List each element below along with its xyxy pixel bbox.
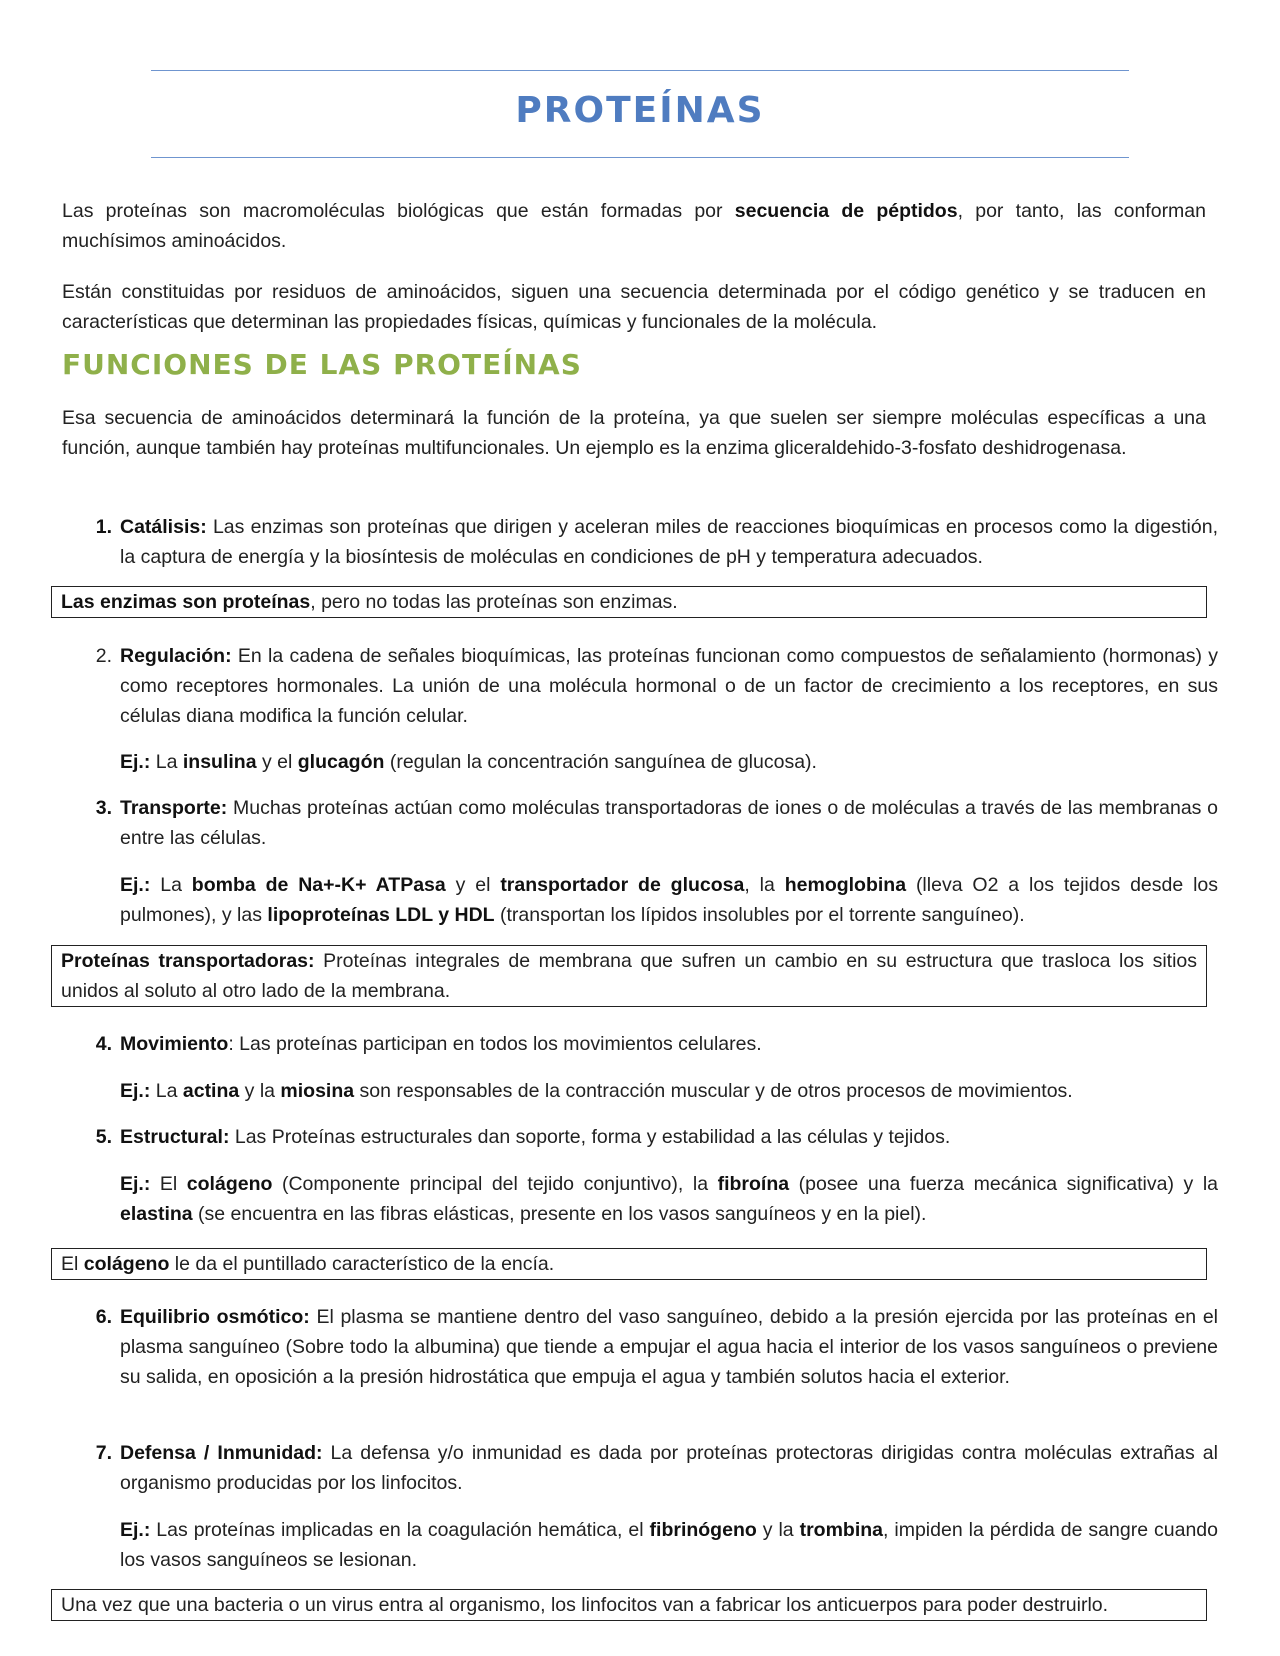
note-box: El colágeno le da el puntillado característico de la encía. [51, 1248, 1207, 1280]
example-line: Ej.: El colágeno (Componente principal del tejido conjuntivo), la fibroína (posee una fuerza mecánica significativa) y la elastina (se encuentra en las fibras elásticas, presente en los vasos sanguíneos y en la piel). [120, 1173, 1218, 1225]
note-box: Una vez que una bacteria o un virus entra al organismo, los linfocitos van a fabricar los anticuerpos para poder destruirlo. [51, 1589, 1207, 1621]
example-line: Ej.: La actina y la miosina son responsables de la contracción muscular y de otros procesos de movimientos. [120, 1080, 1073, 1102]
function-item: 6. Equilibrio osmótico: El plasma se mantiene dentro del vaso sanguíneo, debido a la presión ejercida por las proteínas en el plasma sanguíneo (Sobre todo la albumina) que tiende a empujar el agua hacia el interior de los vasos sanguíneos o previene su salida, en oposición a la presión hidrostática que empuja el agua y también solutos hacia el exterior. [95, 1306, 1218, 1388]
section-intro-paragraph: Esa secuencia de aminoácidos determinará la función de la proteína, ya que suelen ser siempre moléculas específicas a una función, aunque también hay proteínas multifuncionales. Un ejemplo es la enzima gliceraldehido-3-fosfato deshidrogenasa. [62, 407, 1206, 459]
function-item: 7. Defensa / Inmunidad: La defensa y/o inmunidad es dada por proteínas protectoras dirigidas contra moléculas extrañas al organismo producidas por los linfocitos. [95, 1442, 1218, 1494]
title-top-rule [151, 70, 1129, 71]
note-box: Proteínas transportadoras: Proteínas integrales de membrana que sufren un cambio en su estructura que trasloca los sitios unidos al soluto al otro lado de la membrana. [51, 945, 1207, 1007]
function-item: 5. Estructural: Las Proteínas estructurales dan soporte, forma y estabilidad a las células y tejidos. [95, 1126, 951, 1148]
example-line: Ej.: Las proteínas implicadas en la coagulación hemática, el fibrinógeno y la trombina, impiden la pérdida de sangre cuando los vasos sanguíneos se lesionan. [120, 1519, 1218, 1571]
section-heading: FUNCIONES DE LAS PROTEÍNAS [62, 348, 582, 381]
note-box: Las enzimas son proteínas, pero no todas las proteínas son enzimas. [51, 586, 1207, 618]
intro-paragraph-1: Las proteínas son macromoléculas biológicas que están formadas por secuencia de péptidos, por tanto, las conforman muchísimos aminoácidos. [62, 200, 1206, 252]
function-item: 4. Movimiento: Las proteínas participan en todos los movimientos celulares. [95, 1033, 762, 1055]
function-item: 2. Regulación: En la cadena de señales bioquímicas, las proteínas funcionan como compuestos de señalamiento (hormonas) y como receptores hormonales. La unión de una molécula hormonal o de un factor de crecimiento a los receptores, en sus células diana modifica la función celular. [95, 645, 1218, 727]
function-item: 1. Catálisis: Las enzimas son proteínas que dirigen y aceleran miles de reacciones bioquímicas en procesos como la digestión, la captura de energía y la biosíntesis de moléculas en condiciones de pH y temperatura adecuados. [95, 516, 1218, 568]
example-line: Ej.: La insulina y el glucagón (regulan la concentración sanguínea de glucosa). [120, 751, 817, 773]
function-item: 3. Transporte: Muchas proteínas actúan como moléculas transportadoras de iones o de moléculas a través de las membranas o entre las células. [95, 797, 1218, 849]
title-bottom-rule [151, 157, 1129, 158]
page-title: PROTEÍNAS [515, 90, 765, 131]
example-line: Ej.: La bomba de Na+-K+ ATPasa y el transportador de glucosa, la hemoglobina (lleva O2 a los tejidos desde los pulmones), y las lipoproteínas LDL y HDL (transportan los lípidos insolubles por el torrente sanguíneo). [120, 874, 1219, 926]
intro-paragraph-2: Están constituidas por residuos de aminoácidos, siguen una secuencia determinada por el código genético y se traducen en características que determinan las propiedades físicas, químicas y funcionales de la molécula. [62, 281, 1206, 333]
